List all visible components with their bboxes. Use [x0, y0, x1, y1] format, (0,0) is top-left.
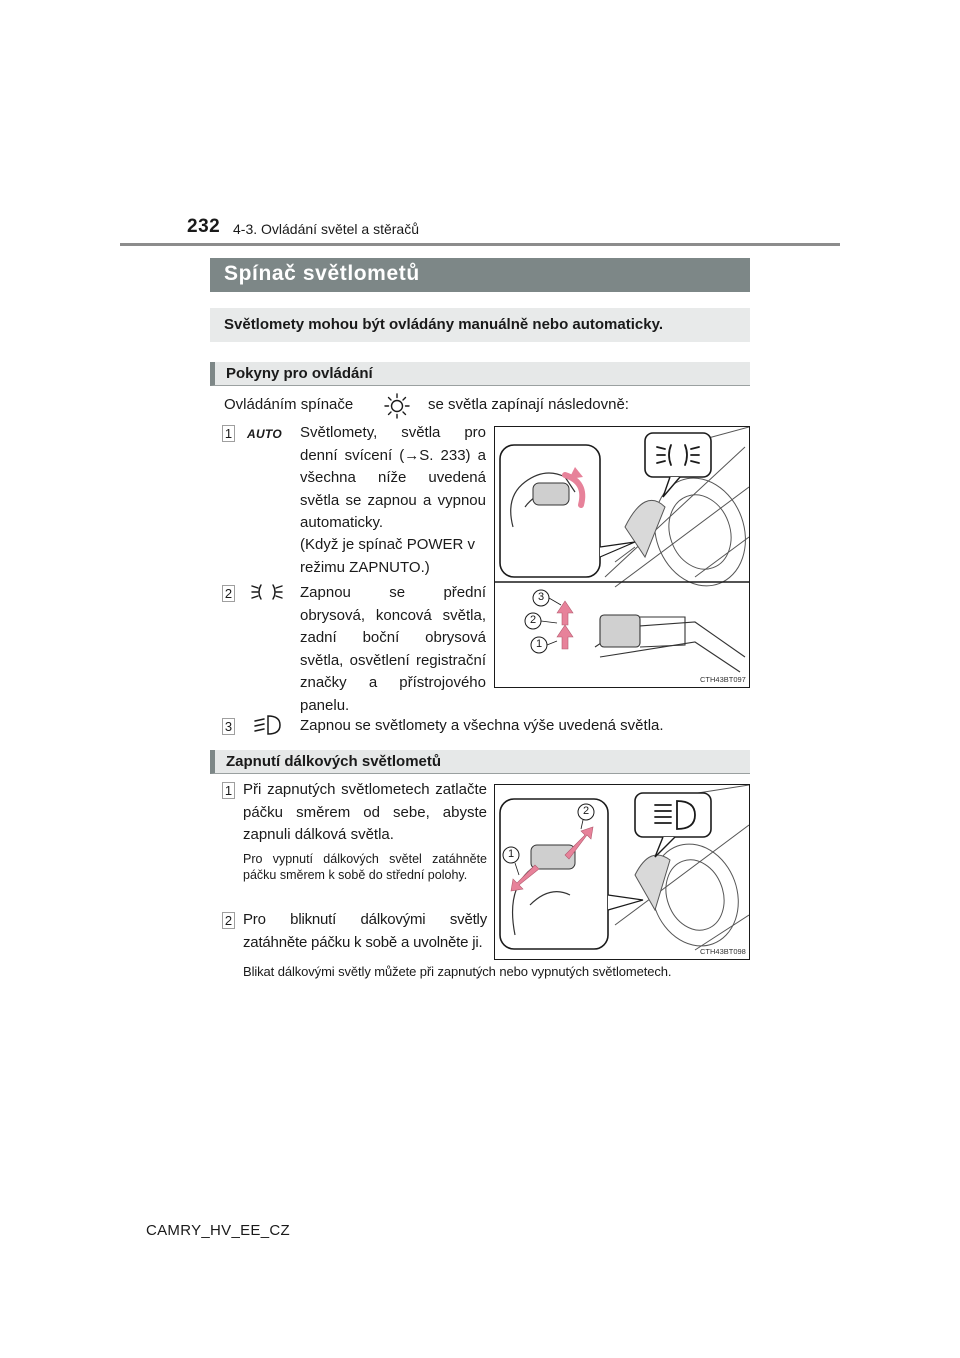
figure-callout-1: 1	[507, 848, 515, 860]
headlight-switch-illustration	[495, 427, 750, 688]
step-number: 1	[224, 426, 233, 441]
figure-callout-3: 3	[537, 591, 545, 603]
subhead-operation	[210, 362, 750, 386]
headlight-switch-figure	[494, 426, 750, 688]
item-3-text: Zapnou se světlomety a všechna výše uvedená světla.	[300, 717, 664, 734]
parking-lights-icon	[250, 580, 284, 604]
high-beam-item-1-text: Při zapnutých světlometech zatlačte páčku směrem od sebe, abyste zapnuli dálková světla.	[243, 781, 487, 843]
step-number: 3	[224, 719, 233, 734]
title-bar	[210, 258, 750, 292]
high-beam-item-2-text: Pro bliknutí dálkovými světly zatáhněte páčku k sobě a uvolněte ji.	[243, 911, 487, 951]
operation-lead-after: se světla zapínají následovně:	[428, 396, 629, 413]
page-number: 232	[187, 216, 221, 237]
high-beam-item-1-note: Pro vypnutí dálkových světel zatáhněte páčku směrem k sobě do střední polohy.	[243, 852, 487, 882]
page-title: Spínač světlometů	[224, 262, 420, 285]
subhead-high-beam	[210, 750, 750, 774]
operation-lead-before: Ovládáním spínače	[224, 396, 354, 413]
low-beam-icon	[252, 712, 284, 738]
high-beam-figure	[494, 784, 750, 960]
auto-mode-label: AUTO	[247, 427, 282, 441]
figure-code: CTH43BT097	[700, 675, 746, 684]
high-beam-illustration	[495, 785, 750, 960]
intro-box	[210, 308, 750, 342]
intro-text: Světlomety mohou být ovládány manuálně nebo automaticky.	[224, 316, 663, 333]
item-1-note: (Když je spínač POWER v režimu ZAPNUTO.)	[300, 536, 476, 576]
sun-icon	[383, 392, 411, 420]
subhead-high-beam-label: Zapnutí dálkových světlometů	[226, 753, 442, 770]
step-number: 1	[224, 783, 233, 798]
figure-callout-1: 1	[535, 638, 543, 650]
figure-callout-2: 2	[582, 805, 590, 817]
high-beam-footnote: Blikat dálkovými světly můžete při zapnutých nebo vypnutých světlometech.	[243, 964, 672, 979]
subhead-operation-label: Pokyny pro ovládání	[226, 365, 373, 382]
item-1-text: Světlomety, světla pro denní svícení (→S. 233) a všechna níže uvedená světla se zapnou a vypnou automaticky.	[300, 424, 486, 531]
figure-callout-2: 2	[529, 614, 537, 626]
step-number: 2	[224, 586, 233, 601]
footer-model: CAMRY_HV_EE_CZ	[146, 1222, 290, 1239]
header-rule	[120, 243, 840, 246]
section-path: 4-3. Ovládání světel a stěračů	[233, 221, 419, 237]
item-2-text: Zapnou se přední obrysová, koncová světla, zadní boční obrysová světla, osvětlení registrační značky a přístrojového panelu.	[300, 584, 486, 714]
step-number: 2	[224, 913, 233, 928]
figure-code: CTH43BT098	[700, 947, 746, 956]
